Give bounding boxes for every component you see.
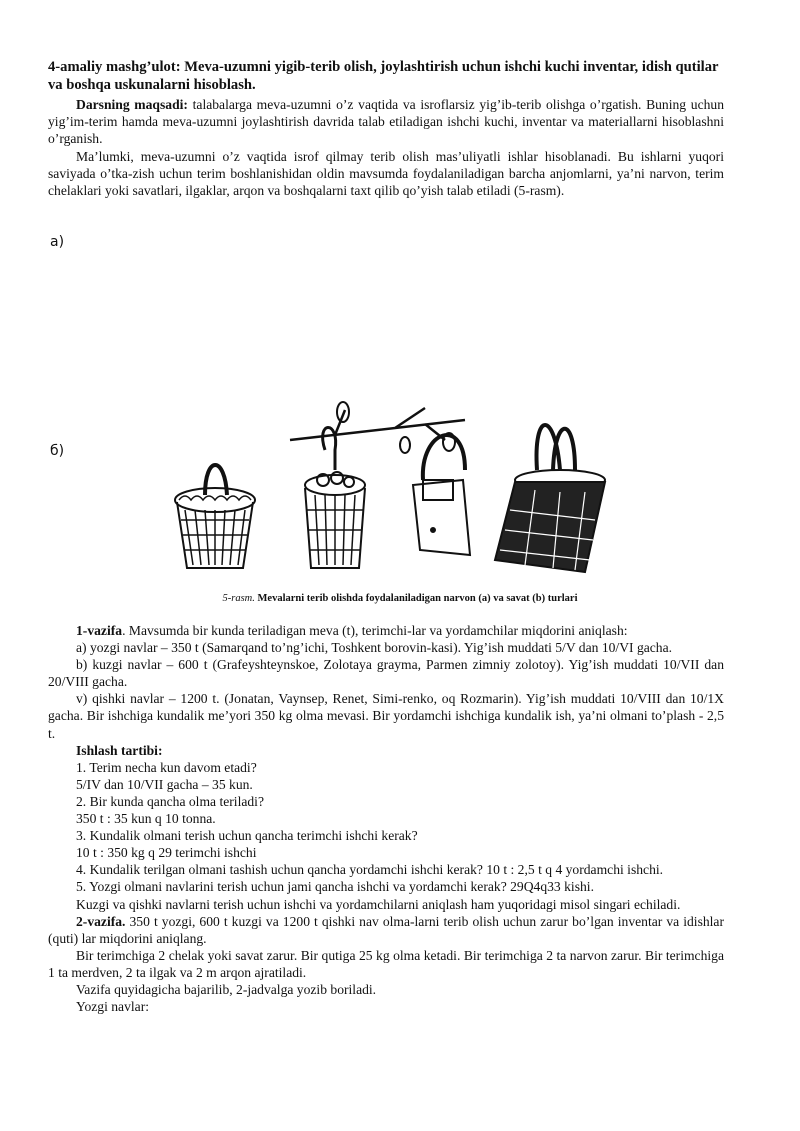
aim-paragraph bbox=[48, 96, 724, 148]
order-title: Ishlash tartibi: bbox=[76, 742, 163, 758]
task1-label: 1-vazifa bbox=[76, 623, 123, 638]
net-bag-icon bbox=[495, 425, 605, 572]
caption-text: Mevalarni terib olishda foydalaniladigan narvon (a) va savat (b) turlari bbox=[254, 593, 578, 604]
document-body bbox=[48, 58, 724, 199]
step-line: 2. Bir kunda qancha olma teriladi? bbox=[76, 793, 264, 809]
task1-intro bbox=[48, 622, 724, 639]
bag-icon bbox=[413, 435, 470, 555]
step-line: 3. Kundalik olmani terish uchun qancha terimchi ishchi kerak? bbox=[76, 828, 418, 844]
task2-paragraph: Bir terimchiga 2 chelak yoki savat zarur. Bir qutiga 25 kg olma ketadi. Bir terimchiga 2 ta narvon zarur. Bir terimchiga 1 ta merdven, 2 ta ilgak va 2 m arqon ajratiladi. bbox=[48, 947, 724, 980]
figure-label-a: a) bbox=[50, 234, 65, 250]
task1-item-b: b) kuzgi navlar – 600 t (Grafeyshteynskoe, Zolotaya grayma, Parmen zimniy zolotoy). Yig’ish muddati 10/VII dan 20/VIII gacha. bbox=[48, 657, 724, 690]
step-line: 4. Kundalik terilgan olmani tashish uchun qancha yordamchi ishchi kerak? 10 t : 2,5 t q 4 yordamchi ishchi. bbox=[76, 862, 664, 878]
page-title: 4-amaliy mashg’ulot: Meva-uzumni yigib-terib olish, joylashtirish uchun ishchi kuchi inventar, idish qutilar va boshqa uskunalarni hisoblash. bbox=[48, 59, 719, 93]
figure-label-b: б) bbox=[50, 443, 65, 459]
task2-paragraph: Yozgi navlar: bbox=[76, 999, 149, 1015]
task2-intro bbox=[48, 913, 724, 947]
hanging-basket-icon bbox=[290, 402, 465, 568]
step-line: 350 t : 35 kun q 10 tonna. bbox=[76, 811, 216, 827]
aim-text: talabalarga meva-uzumni o’z vaqtida va isroflarsiz yig’ib-terib olishga o’rgatish. Buning uchun yig’im-terim hamda meva-uzumni joylashtirish davrida talab etiladigan ishchi kuchi, inventar va materiallarni hisoblashni o’rganish. bbox=[48, 97, 724, 147]
task1-note: Kuzgi va qishki navlarni terish uchun ishchi va yordamchilarni aniqlash ham yuqoridagi misol singari echiladi. bbox=[76, 896, 681, 912]
task1-item-v: v) qishki navlar – 1200 t. (Jonatan, Vaynsep, Renet, Simi-renko, oq Rozmarin). Yig’ish muddati 10/VIII dan 10/1X gacha. Bir ishchiga kundalik me’yori 350 kg olma mevasi. Bir yordamchi ishchiga kundalik ish, ya’ni olmani to’plash - 2,5 t. bbox=[48, 691, 724, 741]
step-line: 5. Yozgi olmani navlarini terish uchun jami qancha ishchi va yordamchi kerak? 29Q4q33 kishi. bbox=[76, 879, 594, 895]
task2-text: 350 t yozgi, 600 t kuzgi va 1200 t qishki nav olma-larni terib olish uchun zarur bo’lgan inventar va idishlar (quti) lar miqdorini aniqlang. bbox=[48, 913, 724, 946]
figure-caption bbox=[0, 593, 800, 604]
task2-label: 2-vazifa. bbox=[76, 913, 126, 929]
tasks-section bbox=[48, 622, 724, 1015]
step-line: 10 t : 350 kg q 29 terimchi ishchi bbox=[76, 845, 257, 861]
caption-number: 5-rasm. bbox=[222, 593, 255, 604]
task1-text: . Mavsumda bir kunda teriladigan meva (t), terimchi-lar va yordamchilar miqdorini aniqlash: bbox=[122, 623, 628, 638]
baskets-figure bbox=[165, 400, 625, 580]
info-paragraph: Ma’lumki, meva-uzumni o’z vaqtida isrof qilmay terib olish mas’uliyatli ishlar hisoblanadi. Bu ishlarni yuqori saviyada o’tka-zish uchun terim boshlanishidan oldin mavsumda foydalaniladigan barcha anjomlarni, ya’ni narvon, terim chelaklari yoki savatlari, ilgaklar, arqon va boshqalarni taxt qilib qo’yish talab etiladi (5-rasm). bbox=[48, 148, 724, 199]
step-line: 1. Terim necha kun davom etadi? bbox=[76, 759, 257, 775]
task1-item-a: a) yozgi navlar – 350 t (Samarqand to’ng’ichi, Toshkent borovin-kasi). Yig’ish muddati 5/V dan 10/VI gacha. bbox=[76, 640, 673, 656]
wicker-basket-icon bbox=[175, 465, 255, 568]
aim-label: Darsning maqsadi: bbox=[76, 97, 188, 112]
task2-paragraph: Vazifa quyidagicha bajarilib, 2-jadvalga yozib boriladi. bbox=[76, 981, 377, 997]
step-line: 5/IV dan 10/VII gacha – 35 kun. bbox=[76, 776, 253, 792]
